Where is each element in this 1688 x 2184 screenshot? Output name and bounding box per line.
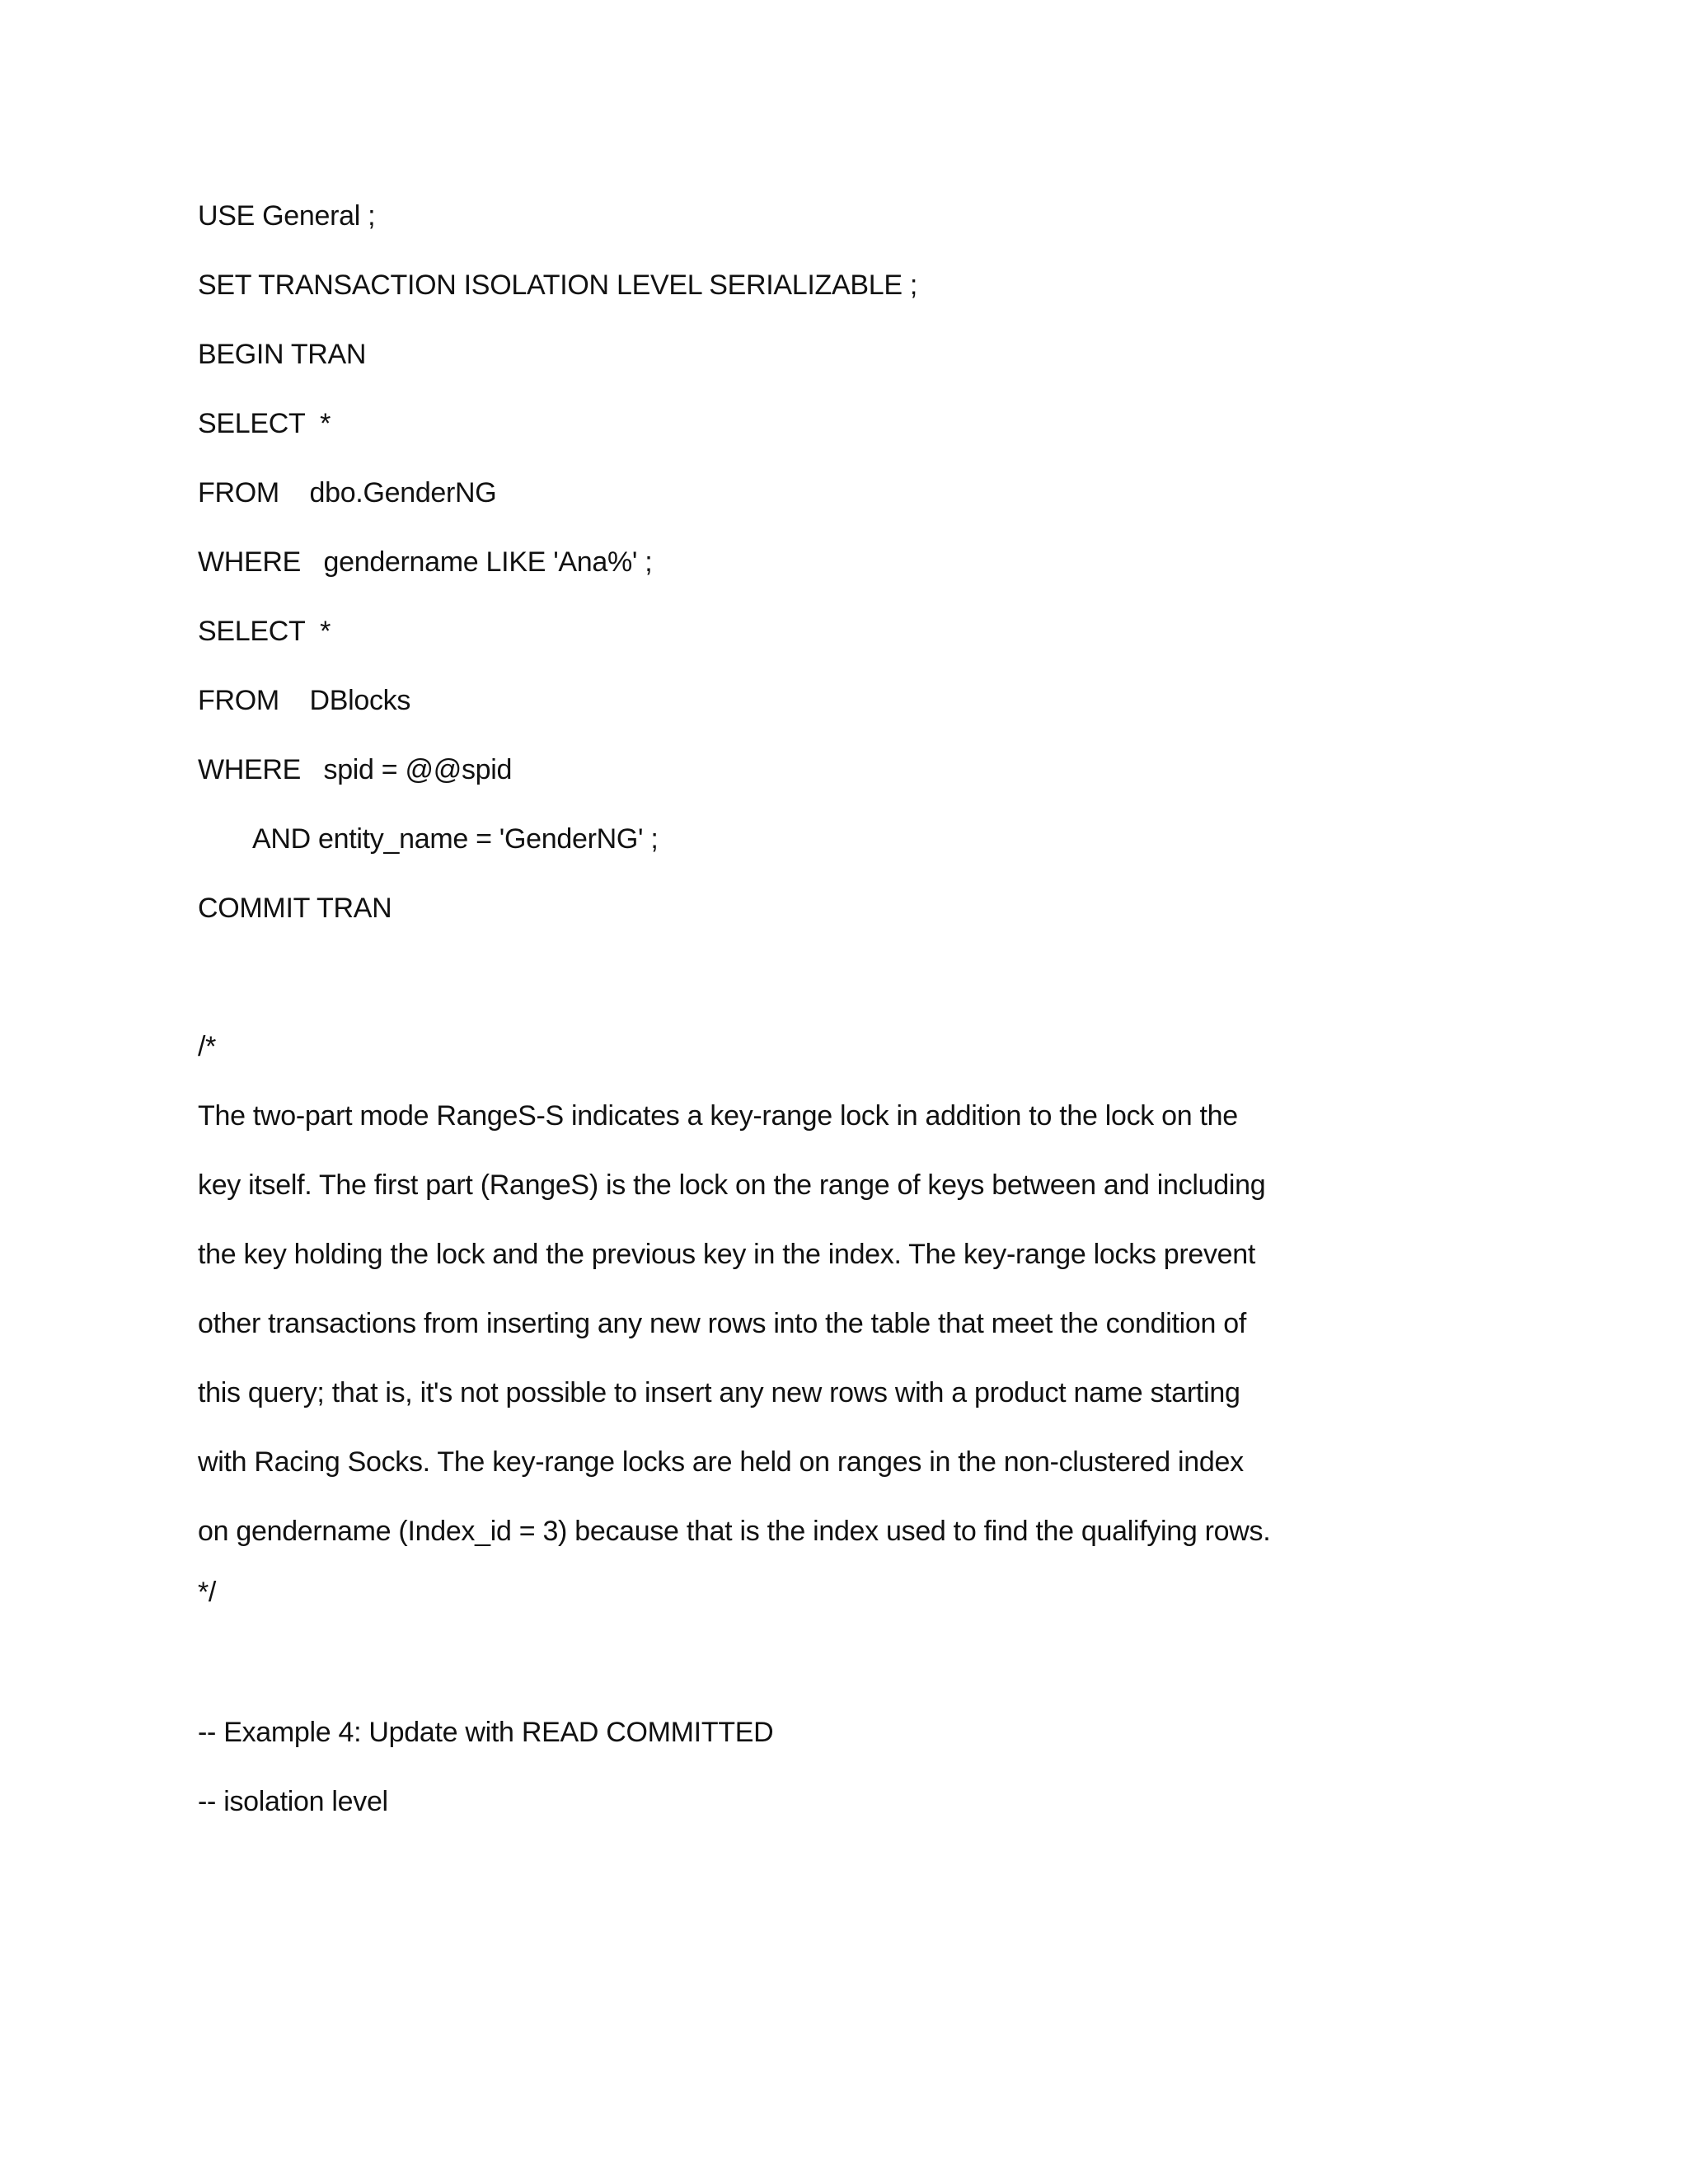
example-subheading: -- isolation level — [198, 1786, 388, 1817]
comment-close: */ — [198, 1577, 217, 1608]
code-line: USE General ; — [198, 200, 376, 232]
code-line: AND entity_name = 'GenderNG' ; — [252, 823, 659, 855]
comment-line: the key holding the lock and the previous key in the index. The key-range locks prevent — [198, 1239, 1256, 1270]
code-line: FROM DBlocks — [198, 685, 411, 716]
comment-line: The two-part mode RangeS-S indicates a key-range lock in addition to the lock on the — [198, 1100, 1238, 1132]
comment-line: this query; that is, it's not possible to insert any new rows with a product name starting — [198, 1377, 1240, 1408]
code-line: SELECT * — [198, 408, 331, 439]
code-line: SET TRANSACTION ISOLATION LEVEL SERIALIZABLE ; — [198, 269, 917, 301]
comment-line: other transactions from inserting any new rows into the table that meet the condition of — [198, 1308, 1246, 1339]
code-line: BEGIN TRAN — [198, 339, 367, 370]
code-line: FROM dbo.GenderNG — [198, 477, 497, 509]
comment-line: with Racing Socks. The key-range locks are held on ranges in the non-clustered index — [198, 1446, 1244, 1478]
comment-line: key itself. The first part (RangeS) is the lock on the range of keys between and including — [198, 1169, 1266, 1201]
example-heading: -- Example 4: Update with READ COMMITTED — [198, 1717, 774, 1748]
comment-line: on gendername (Index_id = 3) because that is the index used to find the qualifying rows. — [198, 1516, 1271, 1547]
comment-open: /* — [198, 1031, 217, 1062]
code-line: COMMIT TRAN — [198, 893, 392, 924]
code-line: SELECT * — [198, 616, 331, 647]
code-line: WHERE spid = @@spid — [198, 754, 513, 785]
code-line: WHERE gendername LIKE 'Ana%' ; — [198, 546, 653, 578]
